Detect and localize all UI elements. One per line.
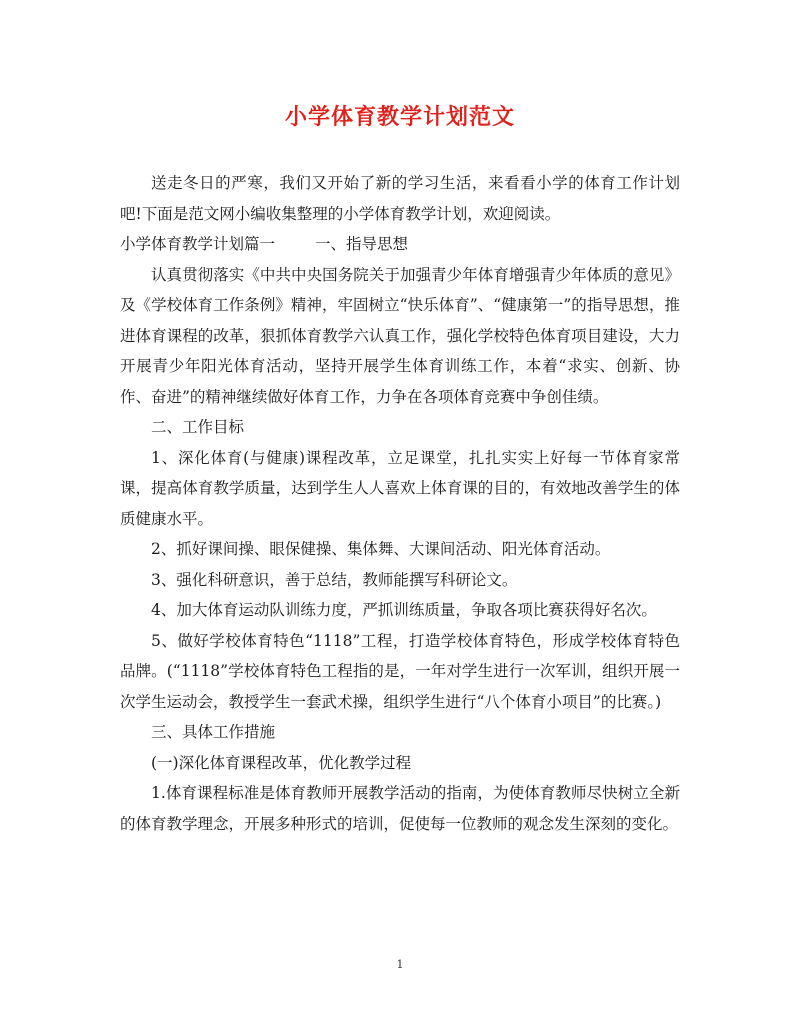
measure-item-1: 1.体育课程标准是体育教师开展教学活动的指南，为使体育教师尽快树立全新的体育教学理念，开展多种形式的培训，促使每一位教师的观念发生深刻的变化。 (120, 784, 680, 833)
chapter-heading-line (120, 229, 680, 260)
document-title: 小学体育教学计划范文 (284, 104, 515, 130)
goal-item-3: 3、强化科研意识，善于总结，教师能撰写科研论文。 (151, 570, 518, 589)
chapter-label: 小学体育教学计划篇一 (120, 235, 276, 253)
subsection1-heading: (一)深化体育课程改革，优化教学过程 (151, 753, 412, 772)
goal-item-4: 4、加大体育运动队训练力度，严抓训练质量，争取各项比赛获得好名次。 (151, 601, 657, 619)
section1-heading: 一、指导思想 (315, 235, 409, 253)
page-number: 1 (396, 958, 404, 971)
goal-item-2: 2、抓好课间操、眼保健操、集体舞、大课间活动、阳光体育活动。 (151, 540, 611, 558)
intro-paragraph: 送走冬日的严寒，我们又开始了新的学习生活，来看看小学的体育工作计划吧!下面是范文网小编收集整理的小学体育教学计划，欢迎阅读。 (120, 174, 680, 223)
goal-item-5: 5、做好学校体育特色“1118”工程，打造学校体育特色，形成学校体育特色品牌。(“1118”学校体育特色工程指的是，一年对学生进行一次军训，组织开展一次学生运动会，教授学生一套武术操，组织学生进行“八个体育小项目”的比赛。) (120, 631, 680, 711)
section2-heading: 二、工作目标 (151, 418, 245, 436)
goal-item-1: 1、深化体育(与健康)课程改革，立足课堂，扎扎实实上好每一节体育家常课，提高体育教学质量，达到学生人人喜欢上体育课的目的，有效地改善学生的体质健康水平。 (120, 448, 680, 528)
section1-paragraph: 认真贯彻落实《中共中央国务院关于加强青少年体育增强青少年体质的意见》及《学校体育工作条例》精神，牢固树立“快乐体育”、“健康第一”的指导思想，推进体育课程的改革，狠抓体育教学六认真工作，强化学校特色体育项目建设，大力开展青少年阳光体育活动，坚持开展学生体育训练工作，本着“求实、创新、协作、奋进”的精神继续做好体育工作，力争在各项体育竞赛中争创佳绩。 (120, 265, 680, 406)
section3-heading: 三、具体工作措施 (151, 723, 276, 741)
document-body (120, 168, 680, 839)
